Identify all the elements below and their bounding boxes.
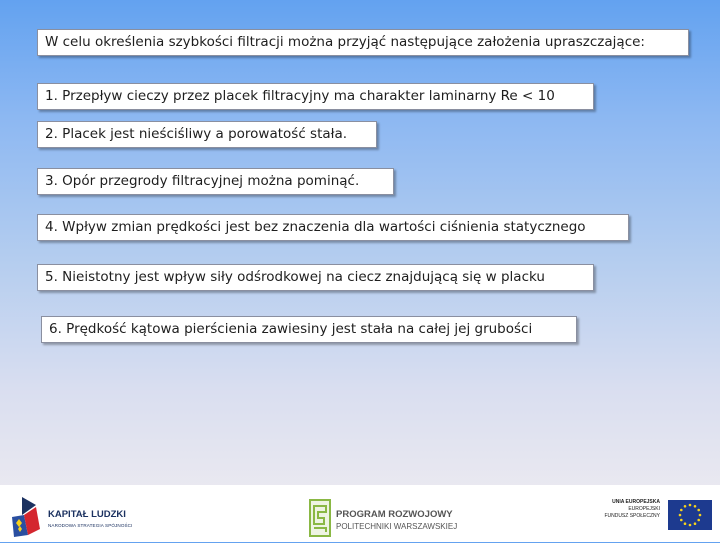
assumption-item-4: 4. Wpływ zmian prędkości jest bez znaczenia dla wartości ciśnienia statycznego <box>37 214 629 241</box>
assumption-item-5: 5. Nieistotny jest wpływ siły odśrodkowej na ciecz znajdującą się w placku <box>37 264 594 291</box>
eu-efs-logo <box>592 492 714 538</box>
program-rozwojowy-line2: POLITECHNIKI WARSZAWSKIEJ <box>336 522 458 531</box>
eu-line2: EUROPEJSKI <box>628 506 660 512</box>
assumption-item-3: 3. Opór przegrody filtracyjnej można pominąć. <box>37 168 394 195</box>
assumption-item-6: 6. Prędkość kątowa pierścienia zawiesiny jest stała na całej jej grubości <box>41 316 577 343</box>
assumption-item-1: 1. Przepływ cieczy przez placek filtracyjny ma charakter laminarny Re < 10 <box>37 83 594 110</box>
program-rozwojowy-emblem-icon <box>308 498 332 538</box>
eu-flag-icon <box>668 500 712 530</box>
assumption-item-2: 2. Placek jest nieściśliwy a porowatość stała. <box>37 121 377 148</box>
kapital-ludzki-emblem-icon <box>10 495 46 539</box>
eu-line1: UNIA EUROPEJSKA <box>612 499 660 505</box>
intro-box: W celu określenia szybkości filtracji można przyjąć następujące założenia upraszczające: <box>37 29 689 56</box>
kapital-ludzki-title: KAPITAŁ LUDZKI <box>48 509 126 520</box>
eu-text-block <box>592 499 660 520</box>
program-rozwojowy-line1: PROGRAM ROZWOJOWY <box>336 509 453 520</box>
kapital-ludzki-logo <box>10 495 135 539</box>
program-rozwojowy-logo <box>308 498 460 540</box>
eu-line3: FUNDUSZ SPOŁECZNY <box>604 513 660 519</box>
kapital-ludzki-subtitle: NARODOWA STRATEGIA SPÓJNOŚCI <box>48 523 133 528</box>
